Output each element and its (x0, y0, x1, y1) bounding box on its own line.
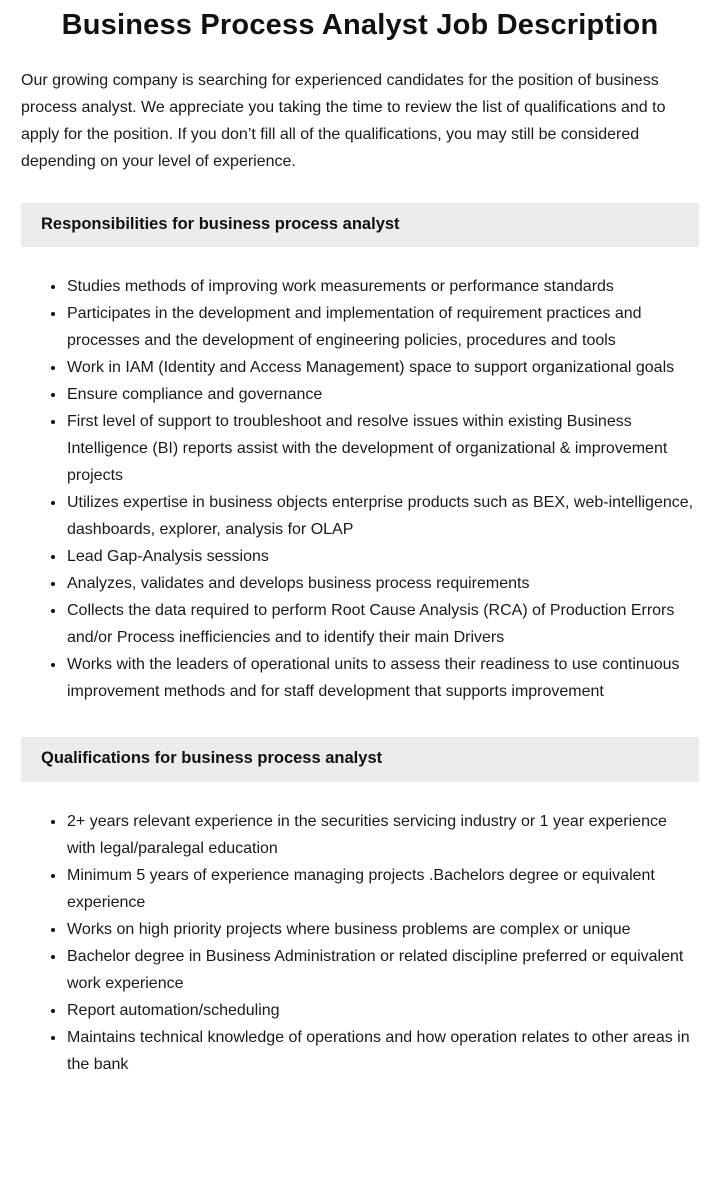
list-item: • 2+ years relevant experience in the securities servicing industry or 1 year experience with legal/paralegal education (66, 808, 699, 862)
list-item: • Collects the data required to perform Root Cause Analysis (RCA) of Production Errors and/or Process inefficiencies and to identify their main Drivers (66, 597, 699, 651)
list-item: • Lead Gap-Analysis sessions (66, 543, 699, 570)
list-item: • Work in IAM (Identity and Access Management) space to support organizational goals (66, 354, 699, 381)
list-item: • Minimum 5 years of experience managing projects .Bachelors degree or equivalent experience (66, 862, 699, 916)
list-item: • Works on high priority projects where business problems are complex or unique (66, 916, 699, 943)
list-item: • Utilizes expertise in business objects enterprise products such as BEX, web-intelligence, dashboards, explorer, analysis for OLAP (66, 489, 699, 543)
page-title: Business Process Analyst Job Description (61, 9, 659, 41)
responsibilities-list (21, 273, 699, 705)
list-item: • Works with the leaders of operational units to assess their readiness to use continuous improvement methods and for staff development that supports improvement (66, 651, 699, 705)
responsibilities-heading-bar (21, 203, 699, 247)
list-item: • Bachelor degree in Business Administration or related discipline preferred or equivalent work experience (66, 943, 699, 997)
list-item: • Studies methods of improving work measurements or performance standards (66, 273, 699, 300)
list-item: • Ensure compliance and governance (66, 381, 699, 408)
qualifications-heading-bar (21, 737, 699, 781)
responsibilities-heading-text: Responsibilities for business process analyst (41, 214, 400, 233)
qualifications-heading-text: Qualifications for business process analyst (41, 749, 383, 768)
qualifications-list (21, 808, 699, 1078)
qualifications-section (21, 737, 699, 1077)
list-item: • Maintains technical knowledge of operations and how operation relates to other areas in the bank (66, 1024, 699, 1078)
list-item: • First level of support to troubleshoot and resolve issues within existing Business Intelligence (BI) reports assist with the development of organizational & improvement projects (66, 408, 699, 489)
list-item: • Participates in the development and implementation of requirement practices and processes and the development of engineering policies, procedures and tools (66, 300, 699, 354)
list-item: • Report automation/scheduling (66, 997, 699, 1024)
intro-paragraph: Our growing company is searching for experienced candidates for the position of business process analyst. We appreciate you taking the time to review the list of qualifications and to apply for the position. If you don’t fill all of the qualifications, you may still be considered depending on your level of experience. (21, 71, 666, 170)
responsibilities-section (21, 203, 699, 705)
list-item: • Analyzes, validates and develops business process requirements (66, 570, 699, 597)
